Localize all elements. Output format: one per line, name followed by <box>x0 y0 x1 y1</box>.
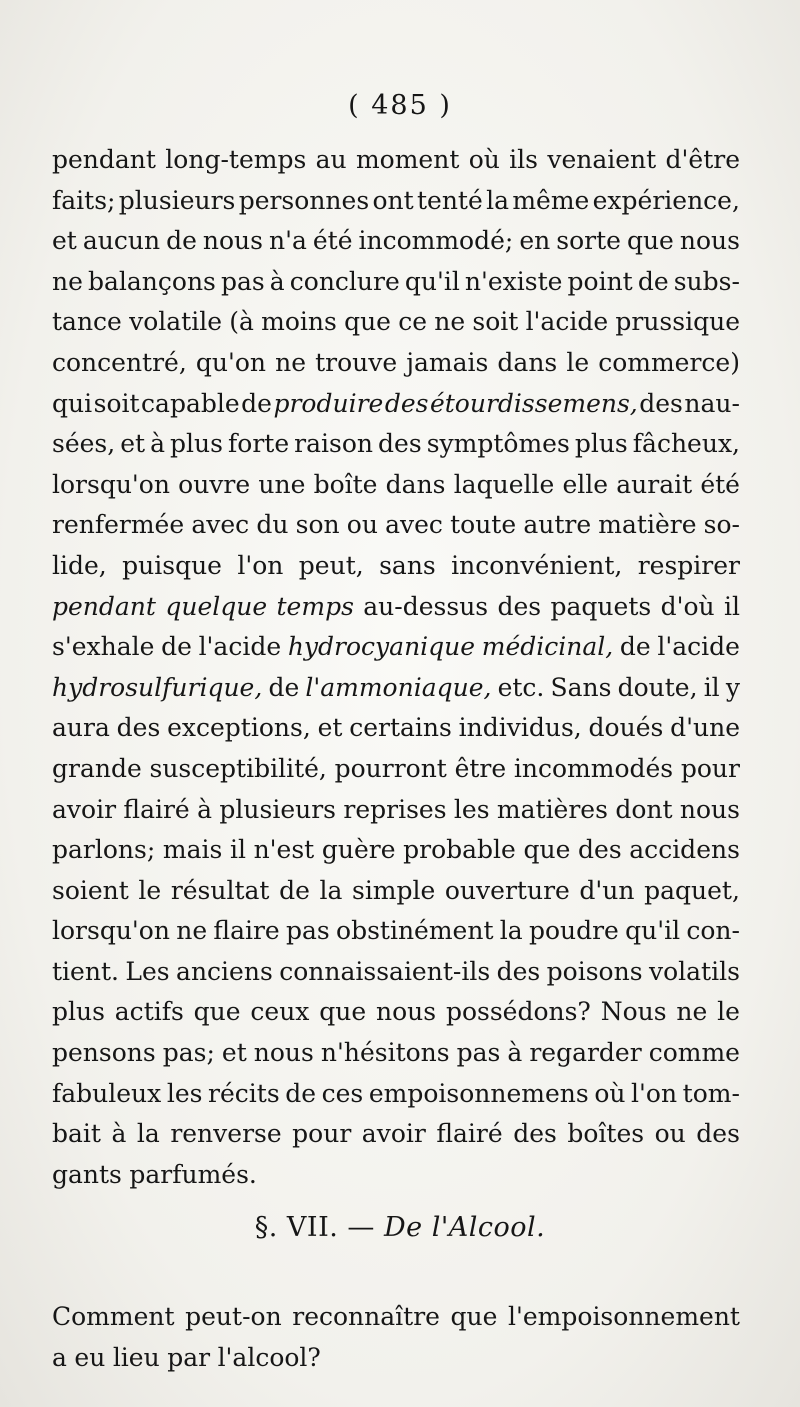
text-line <box>52 262 740 303</box>
word: ce <box>398 307 428 337</box>
word: poudre <box>528 916 619 946</box>
word: grande <box>52 753 142 783</box>
word: flaire <box>213 916 280 946</box>
word: de <box>161 632 192 662</box>
word: plus <box>574 429 628 459</box>
word: so- <box>703 510 740 540</box>
word: une <box>258 469 306 499</box>
word: nous <box>679 794 740 824</box>
word: des <box>378 429 422 459</box>
word: plus <box>170 429 223 459</box>
word: quelque <box>165 591 268 621</box>
text-line <box>52 871 740 912</box>
word: pensons <box>52 1038 156 1068</box>
word: que <box>450 1302 498 1331</box>
word: incommodé; <box>358 226 514 256</box>
text-line <box>52 587 740 628</box>
word: peut, <box>298 550 364 580</box>
word: tenté <box>416 185 483 215</box>
word: et <box>52 226 77 256</box>
word: de <box>619 632 651 662</box>
word: Nous <box>600 997 667 1027</box>
word: avoir <box>361 1119 426 1149</box>
word: tance <box>52 307 122 337</box>
word: d'un <box>579 875 635 905</box>
word: qui <box>52 388 93 418</box>
word: boîte <box>313 469 378 499</box>
word: Les <box>125 956 170 986</box>
word: la <box>136 1119 160 1149</box>
word: n'est <box>253 835 315 865</box>
word: volatils <box>648 956 740 986</box>
word: au-dessus <box>363 591 489 621</box>
word: certains <box>349 713 452 743</box>
word: regarder <box>529 1038 642 1068</box>
word: ceux <box>250 997 310 1027</box>
word: commerce) <box>598 347 740 377</box>
word: personnes <box>238 185 370 215</box>
page-number: ( 485 ) <box>348 90 452 121</box>
word: la <box>319 875 343 905</box>
word: l'acide <box>657 632 740 662</box>
word: probable <box>403 835 516 865</box>
word: ne <box>275 347 306 377</box>
text-line <box>52 505 740 546</box>
word: pas <box>456 1038 501 1068</box>
word: flairé <box>436 1119 503 1149</box>
word: connaissaient-ils <box>279 956 491 986</box>
word: faits; <box>52 185 116 215</box>
word: ils <box>509 145 538 174</box>
word: autre <box>523 510 592 540</box>
word: (à <box>229 307 254 337</box>
word: hydrocyanique <box>287 632 476 662</box>
word: anciens <box>176 956 273 986</box>
word: des <box>116 713 161 743</box>
word: d'une <box>670 713 740 743</box>
word: son <box>295 510 340 540</box>
word: paquets <box>550 591 652 621</box>
word: etc. <box>497 672 545 702</box>
word: prussique <box>615 307 740 337</box>
word: avec <box>385 510 443 540</box>
word: peut-on <box>185 1302 282 1331</box>
word: incommodés <box>513 753 674 783</box>
word: des <box>496 956 541 986</box>
word: plus <box>52 997 105 1027</box>
word: Sans <box>550 672 612 702</box>
word: inconvénient, <box>451 550 623 580</box>
word: où <box>468 145 500 174</box>
word: lieu <box>112 1342 160 1372</box>
word: ne <box>676 997 708 1027</box>
word: l'alcool? <box>217 1342 321 1372</box>
word: dont <box>615 794 673 824</box>
word: avec <box>191 510 250 540</box>
word: n'a <box>268 226 307 256</box>
word: expérience, <box>592 185 740 215</box>
text-line <box>52 140 740 181</box>
word: et <box>221 1038 247 1068</box>
word: symptômes <box>426 429 570 459</box>
word: capable <box>141 388 240 418</box>
word: parlons; <box>52 835 156 865</box>
word: de <box>637 266 669 296</box>
word: exceptions, <box>167 713 311 743</box>
word: des <box>384 388 429 418</box>
word: des <box>497 591 542 621</box>
word: pendant <box>52 145 156 174</box>
word: et <box>317 713 343 743</box>
word: soient <box>52 875 129 905</box>
word: résultat <box>170 875 270 905</box>
word: l'ammoniaque, <box>305 672 492 702</box>
word: que <box>344 307 391 337</box>
word: ouvre <box>178 469 251 499</box>
word: dans <box>497 347 558 377</box>
word: où <box>594 1078 626 1108</box>
word: concentré, <box>52 347 187 377</box>
word: doute, <box>617 672 698 702</box>
word: n'hésitons <box>320 1038 450 1068</box>
word: poisons <box>546 956 643 986</box>
word: possédons? <box>445 997 591 1027</box>
word: l'on <box>237 550 284 580</box>
word: qu'il <box>404 266 460 296</box>
word: à <box>197 794 213 824</box>
word: les <box>166 1078 203 1108</box>
word: sorte <box>556 226 621 256</box>
word: été <box>312 226 353 256</box>
word: aurait <box>616 469 693 499</box>
word: moins <box>261 307 337 337</box>
word: l'on <box>631 1078 678 1108</box>
word: à <box>111 1119 127 1149</box>
word: a <box>52 1342 67 1372</box>
word: flairé <box>123 794 190 824</box>
word: il <box>703 672 720 702</box>
word: que <box>626 226 674 256</box>
word: mais <box>162 835 223 865</box>
word: paquet, <box>644 875 740 905</box>
section-heading <box>0 1212 800 1243</box>
word: doués <box>588 713 664 743</box>
word: subs- <box>673 266 740 296</box>
word: pas; <box>162 1038 215 1068</box>
word: de <box>268 672 300 702</box>
word: boîtes <box>567 1119 645 1149</box>
word: lorsqu'on <box>52 469 170 499</box>
word: respirer <box>637 550 740 580</box>
section-title: De l'Alcool. <box>384 1212 546 1243</box>
word: nau- <box>684 388 740 418</box>
word: de <box>241 388 272 418</box>
word: ne <box>434 307 466 337</box>
word: venaient <box>547 145 657 174</box>
word: et <box>120 429 146 459</box>
text-line <box>52 1074 740 1115</box>
word: que <box>319 997 367 1027</box>
text-line <box>52 1155 740 1196</box>
word: soit <box>472 307 519 337</box>
paragraph <box>52 140 740 1195</box>
word: individus, <box>458 713 582 743</box>
word: lide, <box>52 550 107 580</box>
word: dans <box>385 469 446 499</box>
word: con- <box>686 916 740 946</box>
word: aura <box>52 713 110 743</box>
word: la <box>486 185 509 215</box>
word: le <box>566 347 590 377</box>
text-line <box>52 1033 740 1074</box>
word: le <box>138 875 162 905</box>
word: ou <box>654 1119 686 1149</box>
word: long-temps <box>165 145 307 174</box>
word: simple <box>351 875 436 905</box>
word: conclure <box>289 266 400 296</box>
word: forte <box>228 429 290 459</box>
text-line <box>52 343 740 384</box>
word: pas <box>286 916 330 946</box>
word: l'acide <box>198 632 282 662</box>
word: balançons <box>87 266 216 296</box>
text-line <box>52 952 740 993</box>
word: lorsqu'on <box>52 916 170 946</box>
word: sans <box>379 550 436 580</box>
word: médicinal, <box>481 632 614 662</box>
word: être <box>454 753 507 783</box>
question-paragraph <box>52 1297 740 1378</box>
word: ces <box>321 1078 364 1108</box>
word: tom- <box>682 1078 740 1108</box>
word: récits <box>208 1078 280 1108</box>
word: d'être <box>665 145 740 174</box>
word: la <box>499 916 523 946</box>
word: nous <box>679 226 740 256</box>
word: produire <box>273 388 384 418</box>
word: d'où <box>660 591 715 621</box>
word: l'empoisonnement <box>508 1302 740 1331</box>
word: hydrosulfurique, <box>52 672 263 702</box>
word: à <box>150 429 166 459</box>
text-line <box>52 302 740 343</box>
word: ouverture <box>444 875 570 905</box>
word: qu'il <box>625 916 681 946</box>
word: bait <box>52 1119 101 1149</box>
word: que <box>523 835 571 865</box>
word: le <box>717 997 740 1027</box>
word: plusieurs <box>219 794 336 824</box>
text-line <box>52 790 740 831</box>
word: même <box>512 185 590 215</box>
word: matière <box>598 510 697 540</box>
word: guère <box>321 835 396 865</box>
word: les <box>453 794 490 824</box>
word: susceptibilité, <box>149 753 327 783</box>
word: par <box>167 1342 211 1372</box>
word: de <box>285 1078 317 1108</box>
word: reprises <box>343 794 447 824</box>
word: pendant <box>52 591 156 621</box>
word: point <box>567 266 633 296</box>
text-line <box>52 221 740 262</box>
word: pour <box>292 1119 352 1149</box>
word: des <box>639 388 683 418</box>
word: ont <box>372 185 414 215</box>
section-number: §. VII. — <box>254 1212 375 1243</box>
text-line <box>52 1297 740 1338</box>
word: comme <box>648 1038 740 1068</box>
text-line <box>52 424 740 465</box>
text-line <box>52 465 740 506</box>
word: parfumés. <box>129 1159 257 1189</box>
word: que <box>193 997 241 1027</box>
word: tient. <box>52 956 119 986</box>
word: actifs <box>114 997 184 1027</box>
word: des <box>578 835 622 865</box>
word: ne <box>52 266 83 296</box>
text-line <box>52 668 740 709</box>
word: renfermée <box>52 510 185 540</box>
word: obstinément <box>336 916 494 946</box>
word: nous <box>376 997 437 1027</box>
word: n'existe <box>464 266 563 296</box>
word: de <box>279 875 310 905</box>
word: à <box>507 1038 523 1068</box>
word: avoir <box>52 794 117 824</box>
word: pas <box>220 266 265 296</box>
word: à <box>269 266 285 296</box>
word: accidens <box>629 835 740 865</box>
word: des <box>513 1119 557 1149</box>
word: pourront <box>334 753 447 783</box>
word: l'acide <box>525 307 609 337</box>
word: raison <box>294 429 373 459</box>
text-line <box>52 546 740 587</box>
word: elle <box>562 469 609 499</box>
word: de <box>166 226 197 256</box>
word: étourdissemens, <box>429 388 638 418</box>
word: toute <box>450 510 517 540</box>
word: reconnaître <box>292 1302 440 1331</box>
word: pour <box>680 753 740 783</box>
word: des <box>696 1119 740 1149</box>
word: renverse <box>170 1119 282 1149</box>
word: jamais <box>406 347 489 377</box>
word: trouve <box>315 347 398 377</box>
word: aucun <box>82 226 161 256</box>
text-line <box>52 384 740 425</box>
text-line <box>52 749 740 790</box>
text-line <box>52 911 740 952</box>
word: sées, <box>52 429 116 459</box>
word: nous <box>253 1038 314 1068</box>
text-line <box>52 708 740 749</box>
text-line <box>52 830 740 871</box>
word: au <box>315 145 347 174</box>
word: gants <box>52 1159 122 1189</box>
word: puisque <box>122 550 222 580</box>
word: plusieurs <box>118 185 236 215</box>
word: il <box>723 591 740 621</box>
text-line <box>52 992 740 1033</box>
text-line <box>52 627 740 668</box>
word: du <box>256 510 289 540</box>
word: eu <box>74 1342 106 1372</box>
word: qu'on <box>195 347 267 377</box>
word: volatile <box>129 307 223 337</box>
word: fabuleux <box>52 1078 162 1108</box>
text-line <box>52 1114 740 1155</box>
word: il <box>229 835 246 865</box>
text-line <box>52 181 740 222</box>
word: nous <box>202 226 263 256</box>
word: été <box>700 469 740 499</box>
word: en <box>519 226 551 256</box>
word: fâcheux, <box>632 429 740 459</box>
word: soit <box>93 388 140 418</box>
word: temps <box>276 591 354 621</box>
word: Comment <box>52 1302 175 1331</box>
word: moment <box>355 145 460 174</box>
word: laquelle <box>453 469 555 499</box>
word: y <box>725 672 740 702</box>
word: matières <box>496 794 608 824</box>
word: ne <box>176 916 208 946</box>
word: ou <box>346 510 378 540</box>
word: empoisonnemens <box>368 1078 589 1108</box>
text-line <box>52 1338 740 1379</box>
word: s'exhale <box>52 632 155 662</box>
